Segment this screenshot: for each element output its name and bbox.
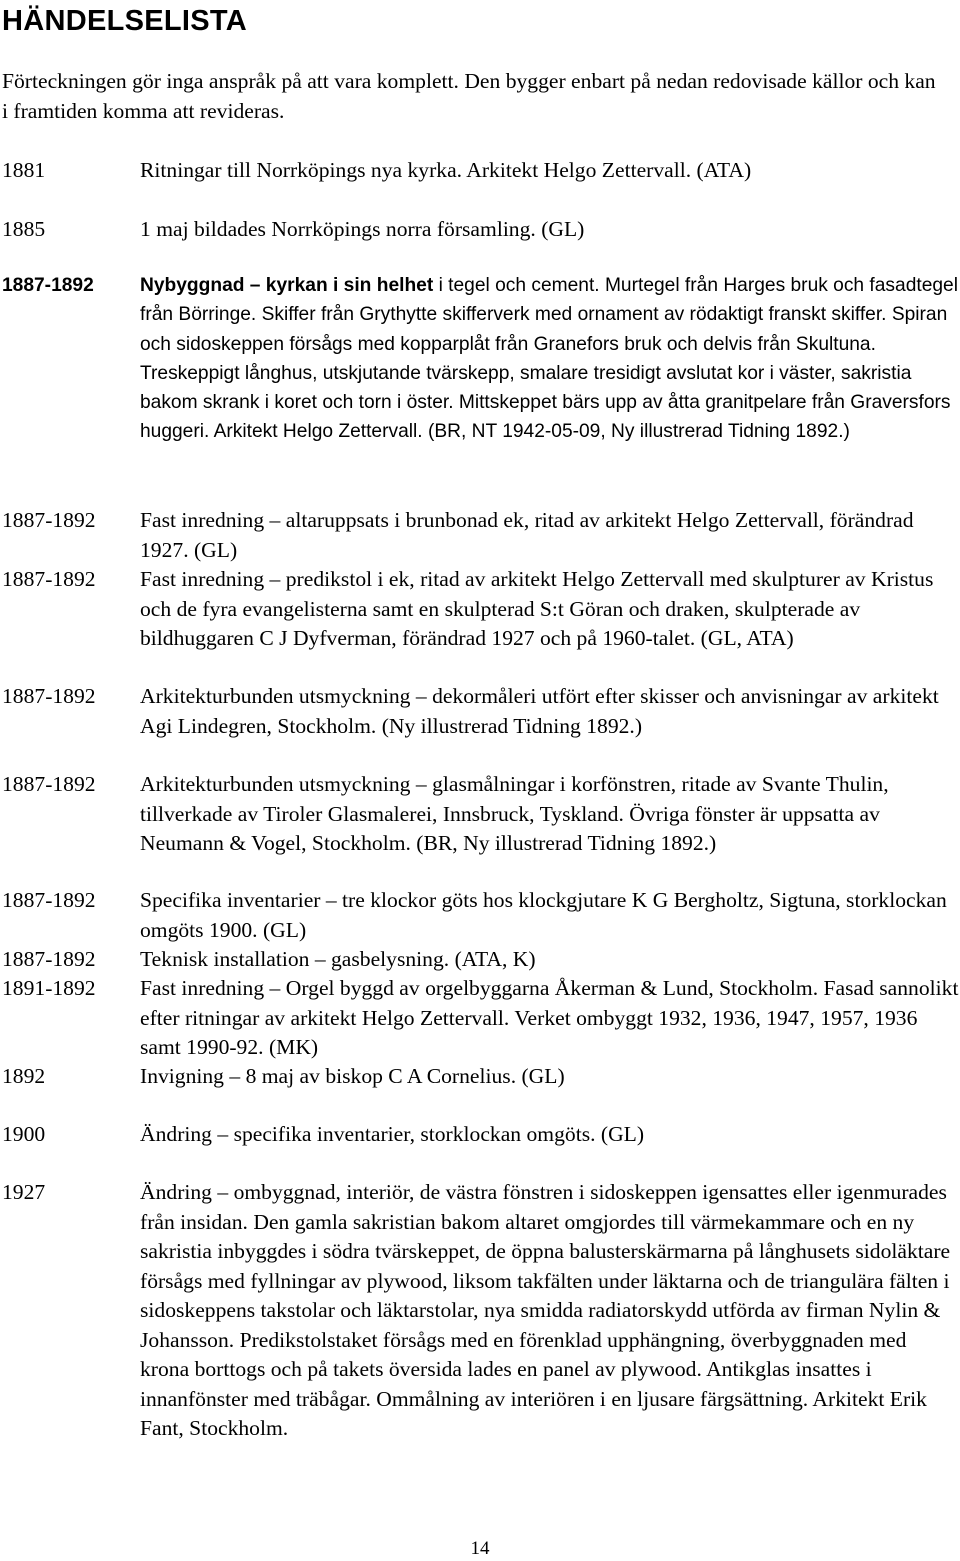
event-year: 1887-1892 bbox=[2, 888, 96, 912]
event-year: 1887-1892 bbox=[2, 275, 94, 296]
event-text: Teknisk installation – gasbelysning. (ATA, K) bbox=[140, 947, 536, 971]
event-entry bbox=[2, 1178, 960, 1444]
event-entry bbox=[2, 770, 960, 859]
event-year: 1887-1892 bbox=[2, 772, 96, 796]
event-entry bbox=[2, 682, 960, 741]
event-text: Specifika inventarier – tre klockor göts hos klockgjutare K G Bergholtz, Sigtuna, storklockan omgöts 1900. (GL) bbox=[140, 888, 947, 942]
event-text: Arkitekturbunden utsmyckning – glasmålningar i korfönstren, ritade av Svante Thulin, tillverkade av Tiroler Glasmalerei, Innsbruck, Tyskland. Övriga fönster är uppsatta av Neumann & Vogel, Stockholm. (BR, Ny illustrerad Tidning 1892.) bbox=[140, 772, 889, 855]
event-entry bbox=[2, 156, 960, 186]
event-entry bbox=[2, 1062, 960, 1092]
event-text: Ändring – ombyggnad, interiör, de västra fönstren i sidoskeppen igensattes eller igenmurades från insidan. Den gamla sakristian bakom altaret omgjordes till värmekammare och en ny sakristia inbyggdes i södra tvärskeppet, de öppna balusterskärmarna på långhusets sidoläktare försågs med fyllningar av plywood, liksom takfälten under läktarna och de triangulära fälten i sidoskeppens takstolar och läktarstolar, nya smidda radiatorskydd utförda av firman Nylin & Johansson. Predikstolstaket försågs med en förenklad upphängning, överbyggnaden med krona borttogs och på takets översida lades en panel av plywood. Antikglas insattes i innanfönster med träbågar. Ommålning av interiören i en ljusare färgsättning. Arkitekt Erik Fant, Stockholm. bbox=[140, 1180, 951, 1440]
page-title: HÄNDELSELISTA bbox=[2, 5, 248, 37]
event-year: 1885 bbox=[2, 217, 46, 241]
event-year: 1927 bbox=[2, 1180, 46, 1204]
event-entry bbox=[2, 215, 960, 245]
event-year: 1887-1892 bbox=[2, 508, 96, 532]
event-year: 1900 bbox=[2, 1122, 46, 1146]
event-text: Fast inredning – Orgel byggd av orgelbyggarna Åkerman & Lund, Stockholm. Fasad sannolikt efter ritningar av arkitekt Helgo Zettervall. Verket ombyggt 1932, 1936, 1947, 1957, 1936 samt 1990-92. (MK) bbox=[140, 976, 959, 1059]
event-lead: Nybyggnad – kyrkan i sin helhet bbox=[140, 275, 434, 296]
event-entry bbox=[2, 886, 960, 945]
event-year: 1887-1892 bbox=[2, 684, 96, 708]
event-text bbox=[140, 271, 960, 447]
event-year: 1891-1892 bbox=[2, 976, 96, 1000]
event-text: Fast inredning – predikstol i ek, ritad av arkitekt Helgo Zettervall med skulpturer av Kristus och de fyra evangelisterna samt en skulpterad S:t Göran och draken, skulpterade av bildhuggaren C J Dyfverman, förändrad 1927 och på 1960-talet. (GL, ATA) bbox=[140, 567, 934, 650]
event-text: 1 maj bildades Norrköpings norra församling. (GL) bbox=[140, 217, 585, 241]
intro-paragraph: Förteckningen gör inga anspråk på att vara komplett. Den bygger enbart på nedan redovisade källor och kan i framtiden komma att revideras. bbox=[2, 69, 936, 123]
event-year: 1887-1892 bbox=[2, 947, 96, 971]
event-text: Invigning – 8 maj av biskop C A Cornelius. (GL) bbox=[140, 1064, 565, 1088]
event-body: i tegel och cement. Murtegel från Harges bruk och fasadtegel från Börringe. Skiffer från Grythytte skifferverk med ornament av rödaktigt franskt skiffer. Spiran och sidoskeppen försågs med kopparplåt från Granefors bruk och delvis från Skultuna. Treskeppigt långhus, utskjutande tvärskepp, smalare tresidigt avslutat kor i väster, sakristia bakom skrank i koret och torn i öster. Mittskeppet bärs upp av åtta granitpelare från Graversfors huggeri. Arkitekt Helgo Zettervall. (BR, NT 1942-05-09, Ny illustrerad Tidning 1892.) bbox=[140, 275, 958, 443]
event-entry bbox=[2, 565, 960, 654]
event-text: Ritningar till Norrköpings nya kyrka. Arkitekt Helgo Zettervall. (ATA) bbox=[140, 158, 752, 182]
event-year: 1892 bbox=[2, 1064, 46, 1088]
page-number: 14 bbox=[470, 1538, 490, 1559]
event-entry bbox=[2, 945, 960, 975]
event-year: 1887-1892 bbox=[2, 567, 96, 591]
event-entry bbox=[2, 1120, 960, 1150]
event-entry bbox=[2, 271, 960, 447]
event-entry bbox=[2, 974, 960, 1063]
event-text: Ändring – specifika inventarier, storklockan omgöts. (GL) bbox=[140, 1122, 645, 1146]
event-text: Fast inredning – altaruppsats i brunbonad ek, ritad av arkitekt Helgo Zettervall, förändrad 1927. (GL) bbox=[140, 508, 914, 562]
event-year: 1881 bbox=[2, 158, 46, 182]
event-text: Arkitekturbunden utsmyckning – dekormåleri utfört efter skisser och anvisningar av arkitekt Agi Lindegren, Stockholm. (Ny illustrerad Tidning 1892.) bbox=[140, 684, 939, 738]
event-entry bbox=[2, 506, 960, 565]
